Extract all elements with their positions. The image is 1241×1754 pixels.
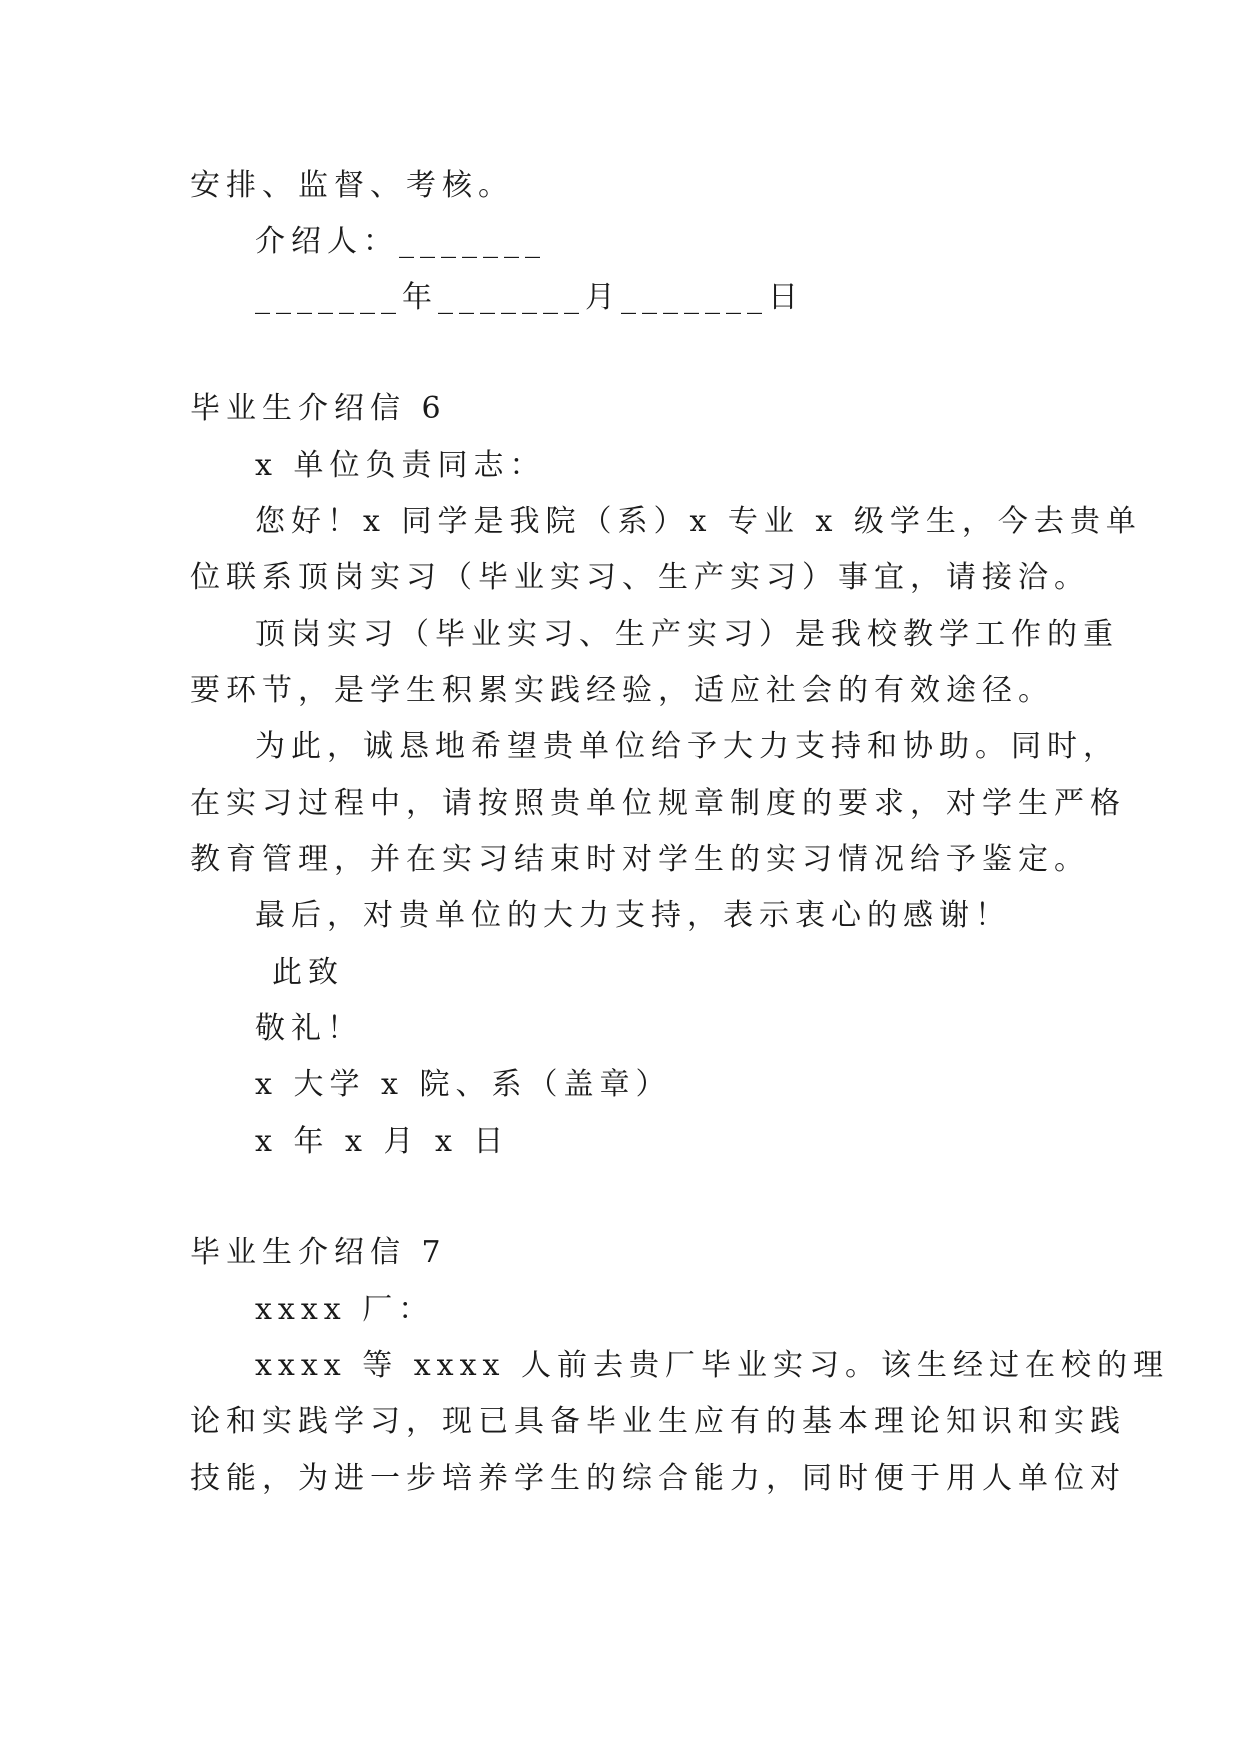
paragraph-line: 最后，对贵单位的大力支持，表示衷心的感谢！ — [255, 898, 1011, 933]
date-line: x 年 x 月 x 日 — [255, 1124, 510, 1159]
salutation: x 单位负责同志： — [255, 448, 546, 483]
closing-line: 敬礼！ — [255, 1011, 363, 1046]
paragraph-line: 您好！x 同学是我院（系）x 专业 x 级学生，今去贵单 — [255, 504, 1142, 539]
text-line: 安排、监督、考核。 — [190, 168, 514, 203]
paragraph-line: 位联系顶岗实习（毕业实习、生产实习）事宜，请接洽。 — [190, 560, 1090, 595]
date-line: _______年_______月_______日 — [255, 280, 804, 315]
paragraph-line: 技能，为进一步培养学生的综合能力，同时便于用人单位对 — [190, 1461, 1126, 1496]
closing-line: 此致 — [272, 955, 344, 990]
paragraph-line: xxxx 等 xxxx 人前去贵厂毕业实习。该生经过在校的理 — [255, 1348, 1169, 1383]
paragraph-line: 顶岗实习（毕业实习、生产实习）是我校教学工作的重 — [255, 617, 1119, 652]
salutation: xxxx 厂： — [255, 1292, 435, 1327]
paragraph-line: 论和实践学习，现已具备毕业生应有的基本理论知识和实践 — [190, 1404, 1126, 1439]
signature-line: x 大学 x 院、系（盖章） — [255, 1067, 672, 1102]
paragraph-line: 为此，诚恳地希望贵单位给予大力支持和协助。同时， — [255, 729, 1119, 764]
paragraph-line: 在实习过程中，请按照贵单位规章制度的要求，对学生严格 — [190, 786, 1126, 821]
paragraph-line: 教育管理，并在实习结束时对学生的实习情况给予鉴定。 — [190, 842, 1090, 877]
paragraph-line: 要环节，是学生积累实践经验，适应社会的有效途径。 — [190, 673, 1054, 708]
introducer-line: 介绍人：_______ — [255, 224, 546, 259]
section-title-6: 毕业生介绍信 6 — [190, 391, 447, 426]
section-title-7: 毕业生介绍信 7 — [190, 1235, 447, 1270]
